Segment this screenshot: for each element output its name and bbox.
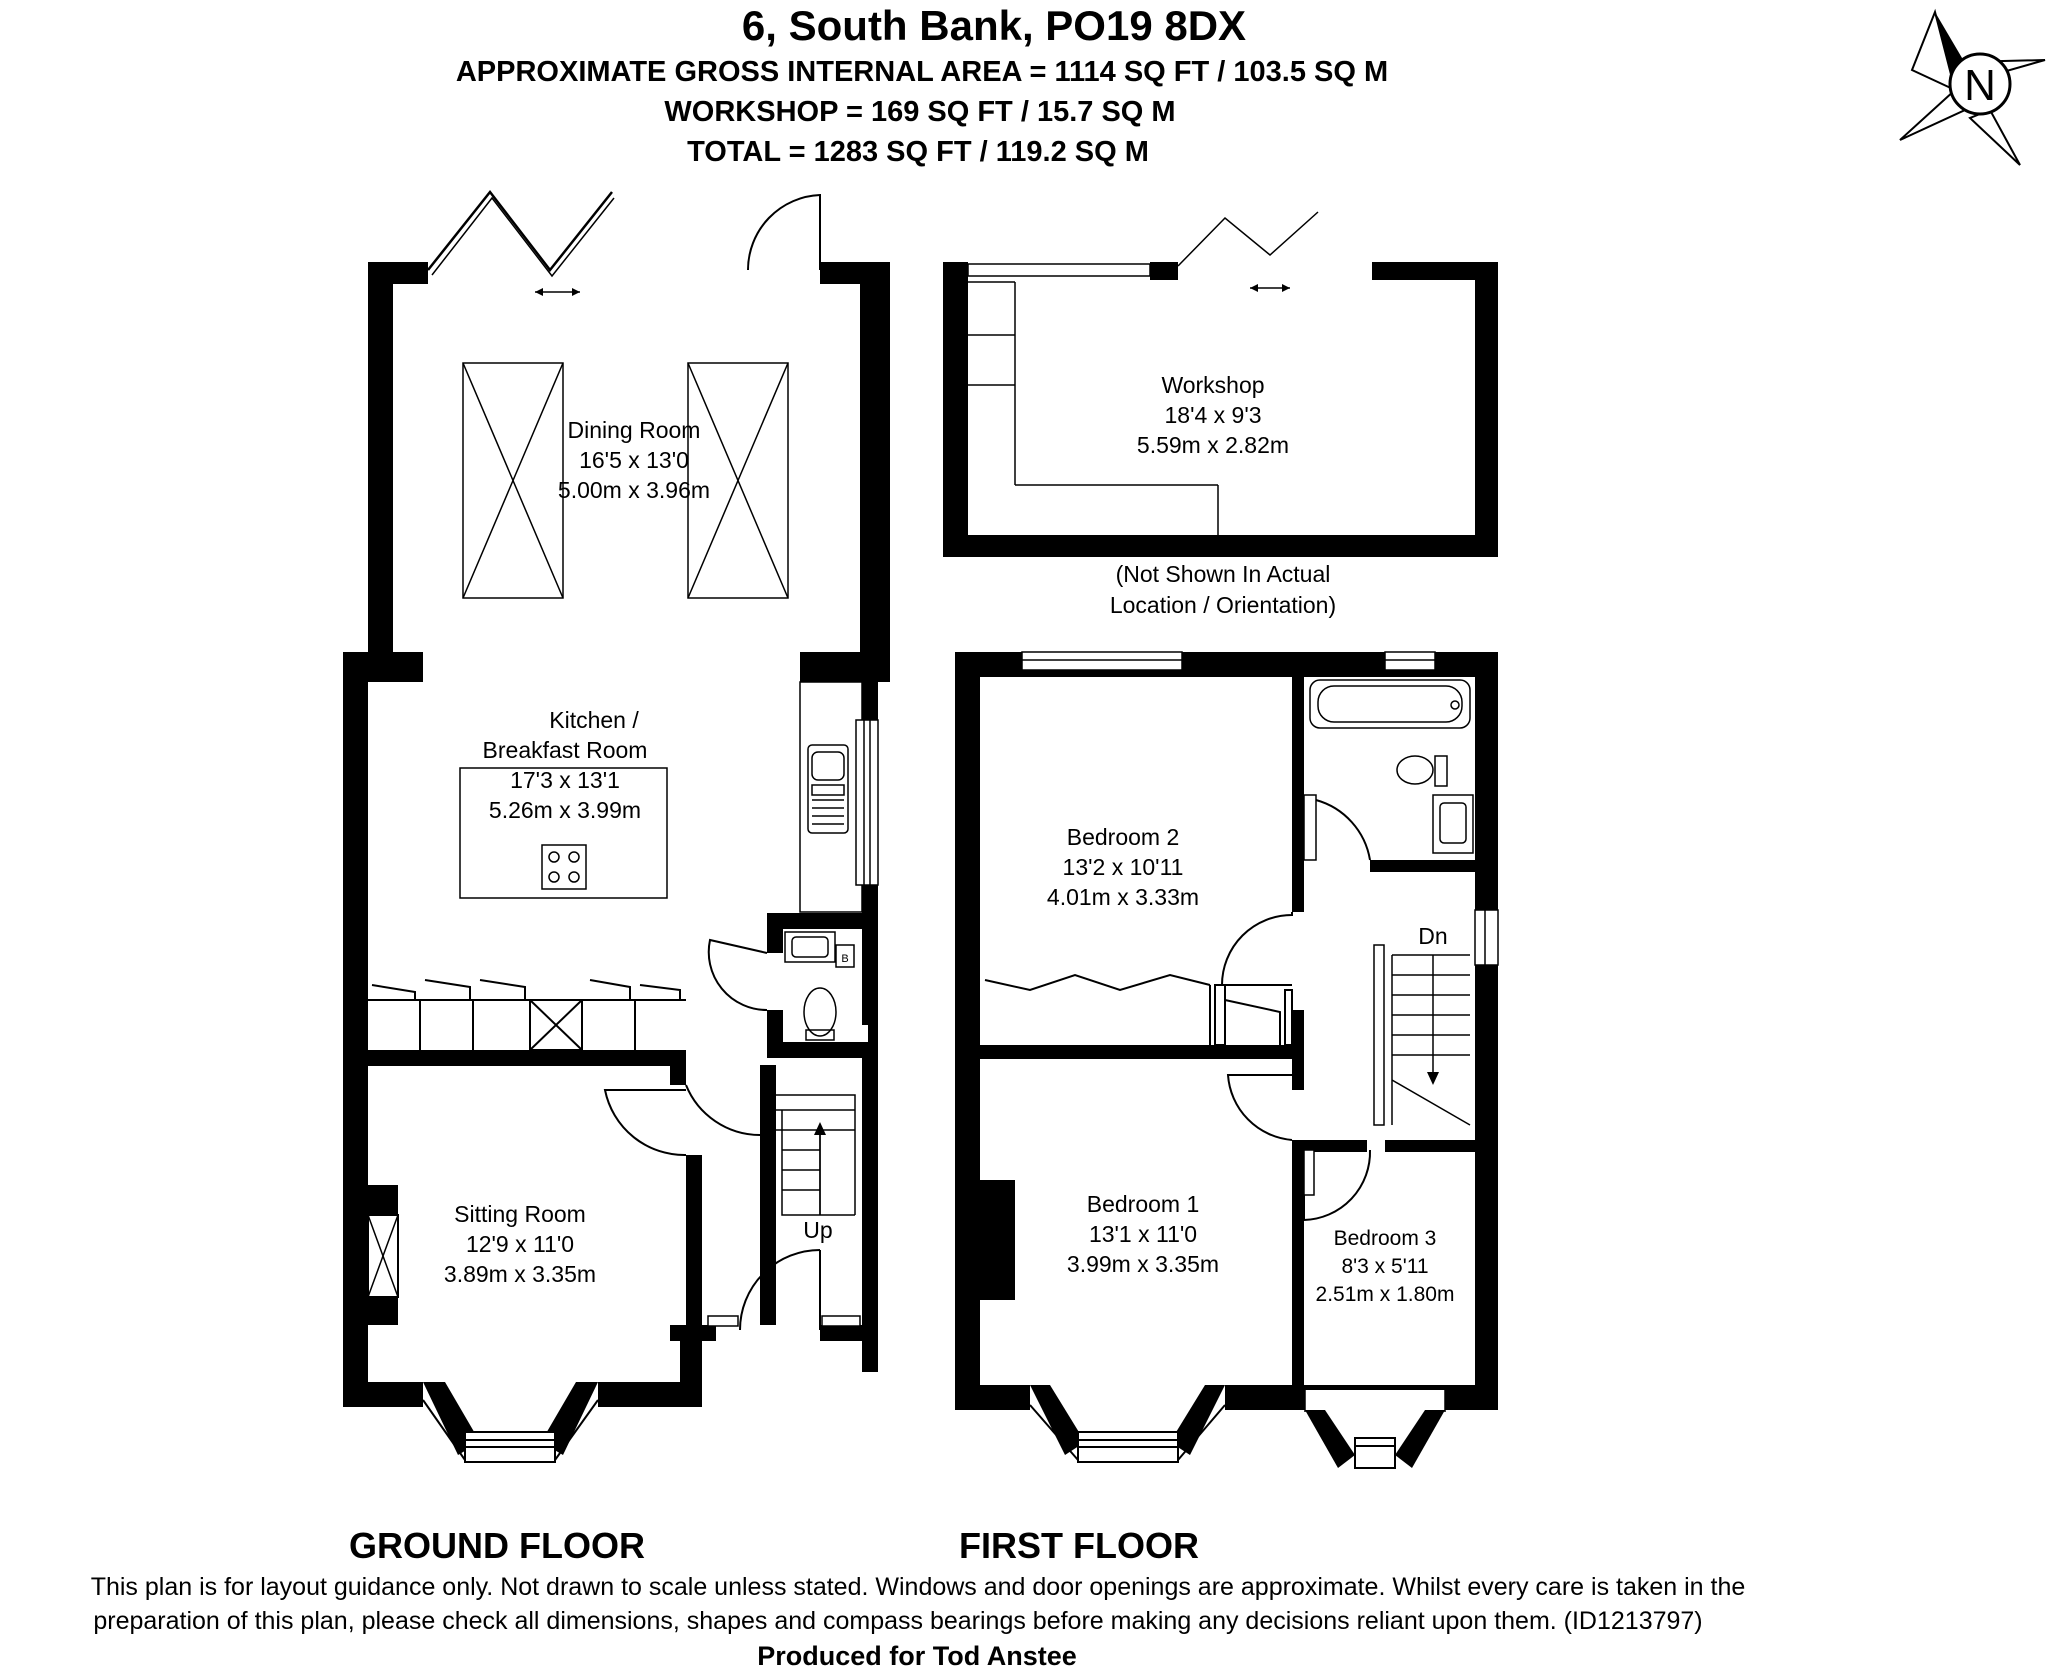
bedroom2-name: Bedroom 2 xyxy=(1066,824,1180,850)
first-floor-label: FIRST FLOOR xyxy=(959,1525,1199,1566)
workshop-imperial: 18'4 x 9'3 xyxy=(1164,402,1262,428)
first-floor-plan xyxy=(955,652,1498,1468)
total-area-text: TOTAL = 1283 SQ FT / 119.2 SQ M xyxy=(687,136,1149,168)
bedroom1-imperial: 13'1 x 11'0 xyxy=(1088,1221,1198,1247)
property-address: 6, South Bank, PO19 8DX xyxy=(741,2,1247,49)
bedroom2-metric: 4.01m x 3.33m xyxy=(1046,884,1200,910)
workshop-note-line1: (Not Shown In Actual xyxy=(1115,561,1331,587)
bedroom3-imperial: 8'3 x 5'11 xyxy=(1341,1255,1429,1278)
ground-floor-plan xyxy=(343,192,890,1462)
bedroom3-name: Bedroom 3 xyxy=(1333,1227,1437,1250)
kitchen-metric: 5.26m x 3.99m xyxy=(488,797,642,823)
disclaimer-line-1: This plan is for layout guidance only. Not drawn to scale unless stated. Windows and door openings are approximate. Whilst every care is taken in the xyxy=(90,1573,1746,1601)
sitting-room-imperial: 12'9 x 11'0 xyxy=(465,1231,575,1257)
dining-room-imperial: 16'5 x 13'0 xyxy=(579,447,689,473)
workshop-name: Workshop xyxy=(1161,372,1265,398)
dining-room-name: Dining Room xyxy=(567,417,701,443)
svg-text:N: N xyxy=(1964,61,1996,110)
compass-icon xyxy=(1900,12,2045,165)
bedroom3-metric: 2.51m x 1.80m xyxy=(1315,1283,1455,1306)
sitting-room-metric: 3.89m x 3.35m xyxy=(443,1261,597,1287)
svg-text:B: B xyxy=(841,953,849,965)
workshop-area-text: WORKSHOP = 169 SQ FT / 15.7 SQ M xyxy=(664,96,1176,128)
bedroom2-imperial: 13'2 x 10'11 xyxy=(1062,854,1184,880)
gross-area-text: APPROXIMATE GROSS INTERNAL AREA = 1114 SQ FT / 103.5 SQ M xyxy=(455,56,1389,88)
ground-floor-label: GROUND FLOOR xyxy=(349,1525,645,1566)
sitting-room-name: Sitting Room xyxy=(454,1201,586,1227)
bedroom1-metric: 3.99m x 3.35m xyxy=(1066,1251,1220,1277)
dining-room-metric: 5.00m x 3.96m xyxy=(557,477,711,503)
workshop-metric: 5.59m x 2.82m xyxy=(1136,432,1290,458)
workshop-note-line2: Location / Orientation) xyxy=(1109,592,1337,618)
disclaimer-line-2: preparation of this plan, please check all dimensions, shapes and compass bearings before making any decisions reliant upon them. (ID1213797) xyxy=(93,1607,1703,1635)
bedroom1-name: Bedroom 1 xyxy=(1086,1191,1200,1217)
stairs-up-label: Up xyxy=(803,1217,833,1243)
stairs-down-label: Dn xyxy=(1418,923,1448,949)
kitchen-name-line2: Breakfast Room xyxy=(482,737,648,763)
kitchen-imperial: 17'3 x 13'1 xyxy=(510,767,620,793)
produced-for: Produced for Tod Anstee xyxy=(757,1641,1077,1671)
kitchen-name-line1: Kitchen / xyxy=(549,707,639,733)
